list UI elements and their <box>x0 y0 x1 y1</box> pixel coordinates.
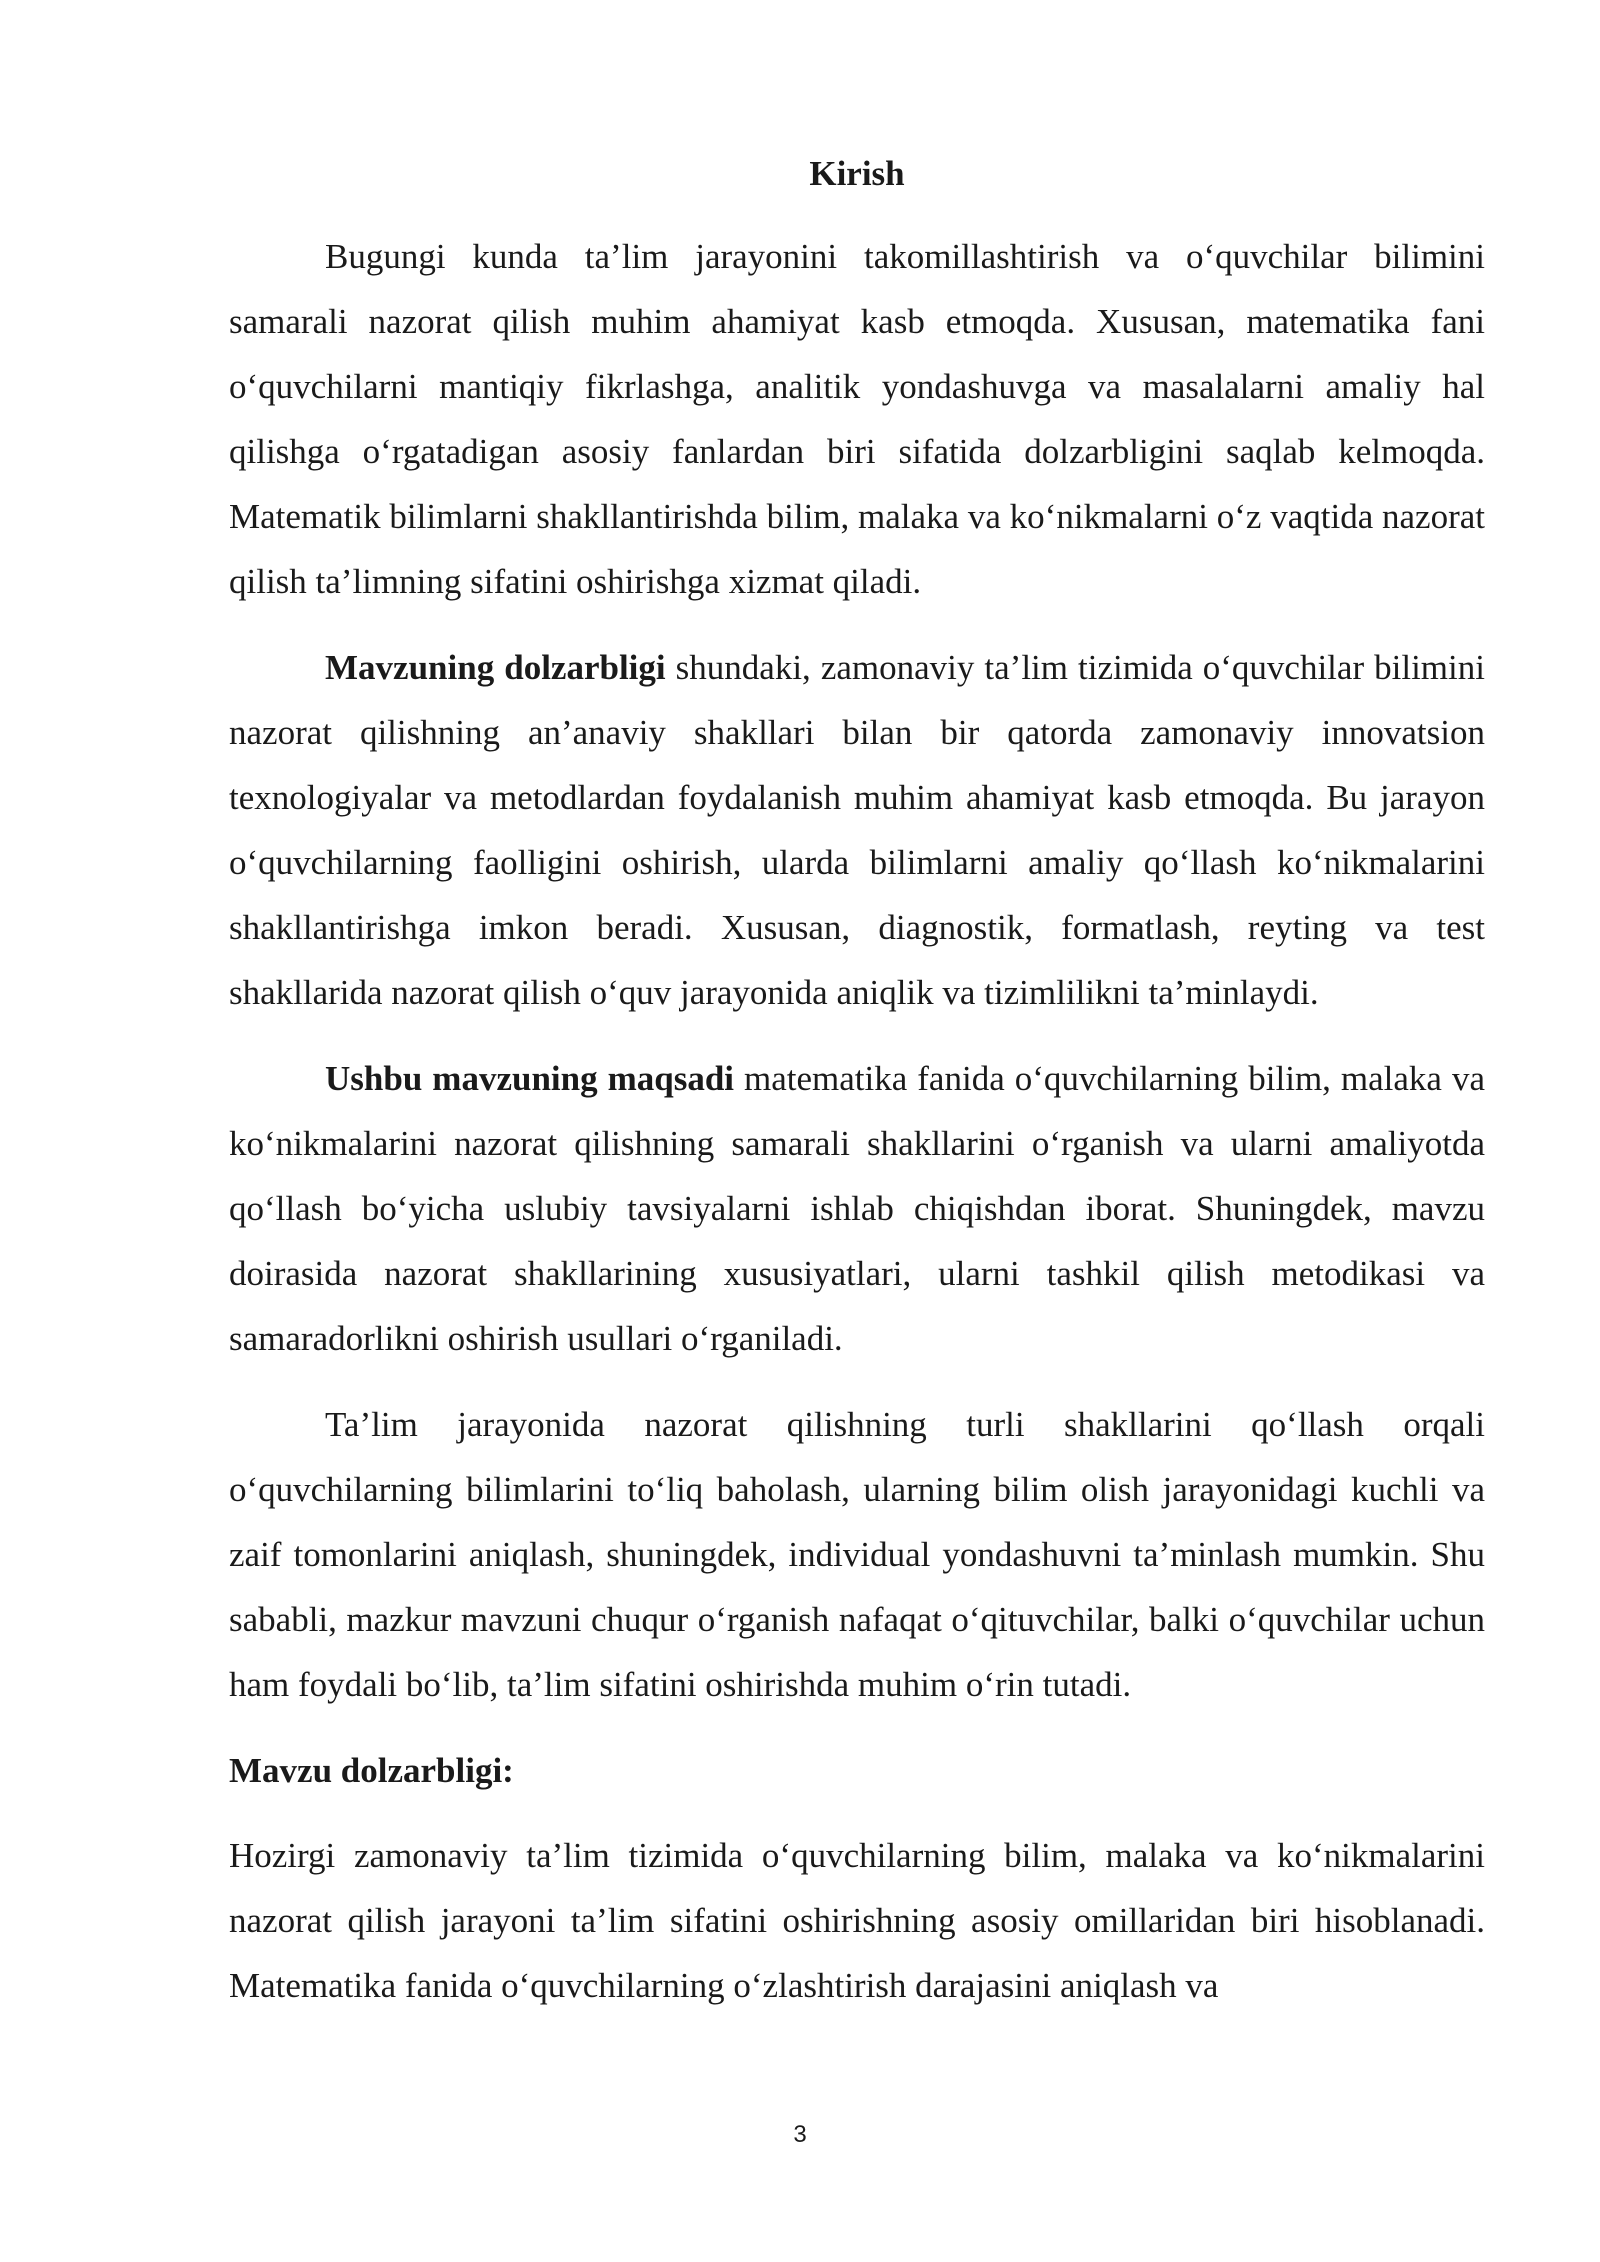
page-number: 3 <box>793 2121 807 2148</box>
page-content <box>229 148 1485 2018</box>
intro-paragraph <box>229 224 1485 614</box>
paragraph-text: Bugungi kunda ta’lim jarayonini takomillashtirish va o‘quvchilar bilimini samarali nazorat qilish muhim ahamiyat kasb etmoqda. Xususan, matematika fani o‘quvchilarni mantiqiy fikrlashga, analitik yondashuvga va masalalarni amaliy hal qilishga o‘rgatadigan asosiy fanlardan biri sifatida dolzarbligini saqlab kelmoqda. Matematik bilimlarni shakllantirishda bilim, malaka va ko‘nikmalarni o‘z vaqtida nazorat qilish ta’limning sifatini oshirishga xizmat qiladi. <box>229 237 1485 601</box>
paragraph-lead: Mavzuning dolzarbligi <box>325 648 666 687</box>
relevance-paragraph <box>229 635 1485 1025</box>
section-paragraph: Hozirgi zamonaviy ta’lim tizimida o‘quvchilarning bilim, malaka va ko‘nikmalarini nazorat qilish jarayoni ta’lim sifatini oshirishning asosiy omillaridan biri hisoblanadi. Matematika fanida o‘quvchilarning o‘zlashtirish darajasini aniqlash va <box>229 1836 1485 2005</box>
section-heading: Mavzu dolzarbligi: <box>229 1751 514 1790</box>
paragraph-text: Ta’lim jarayonida nazorat qilishning turli shakllarini qo‘llash orqali o‘quvchilarning bilimlarini to‘liq baholash, ularning bilim olish jarayonidagi kuchli va zaif tomonlarini aniqlash, shuningdek, individual yondashuvni ta’minlash mumkin. Shu sababli, mazkur mavzuni chuqur o‘rganish nafaqat o‘qituvchilar, balki o‘quvchilar uchun ham foydali bo‘lib, ta’lim sifatini oshirishda muhim o‘rin tutadi. <box>229 1405 1485 1704</box>
page-title: Kirish <box>809 154 905 193</box>
forms-paragraph <box>229 1392 1485 1717</box>
paragraph-text: matematika fanida o‘quvchilarning bilim, malaka va ko‘nikmalarini nazorat qilishning samarali shakllarini o‘rganish va ularni amaliyotda qo‘llash bo‘yicha uslubiy tavsiyalarni ishlab chiqishdan iborat. Shuningdek, mavzu doirasida nazorat shakllarining xususiyatlari, ularni tashkil qilish metodikasi va samaradorlikni oshirish usullari o‘rganiladi. <box>229 1059 1485 1358</box>
paragraph-lead: Ushbu mavzuning maqsadi <box>325 1059 735 1098</box>
goal-paragraph <box>229 1046 1485 1371</box>
paragraph-text: shundaki, zamonaviy ta’lim tizimida o‘quvchilar bilimini nazorat qilishning an’anaviy shakllari bilan bir qatorda zamonaviy innovatsion texnologiyalar va metodlardan foydalanish muhim ahamiyat kasb etmoqda. Bu jarayon o‘quvchilarning faolligini oshirish, ularda bilimlarni amaliy qo‘llash ko‘nikmalarini shakllantirishga imkon beradi. Xususan, diagnostik, formatlash, reyting va test shakllarida nazorat qilish o‘quv jarayonida aniqlik va tizimlilikni ta’minlaydi. <box>229 648 1485 1012</box>
